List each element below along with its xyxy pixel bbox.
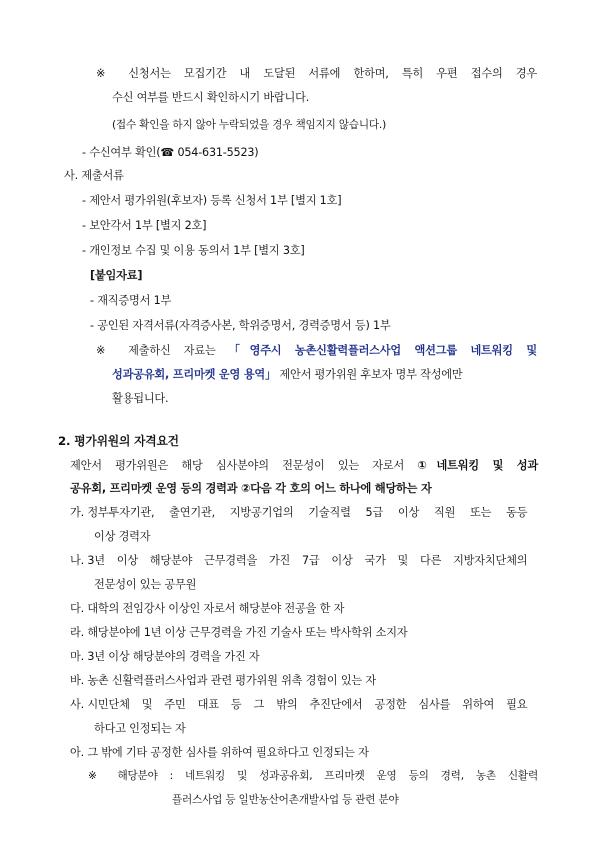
- criteria-item-ma: [70, 649, 260, 664]
- item-label: 나.: [70, 554, 84, 567]
- intro-bold-1: ①네트워킹 및 성과: [417, 459, 538, 472]
- criteria-item-ba: [70, 673, 376, 688]
- note-prefix: ※ 제출하신 자료는: [96, 344, 229, 357]
- item-label: 아.: [70, 746, 84, 759]
- item-text: 농촌 신활력플러스사업과 관련 평가위원 위촉 경험이 있는 자: [87, 674, 377, 687]
- notice-line-3: (접수 확인을 하지 않아 누락되었을 경우 책임지지 않습니다.): [112, 119, 387, 131]
- criteria-item-na: [70, 553, 527, 568]
- section-title: 2. 평가위원의 자격요건: [58, 434, 179, 448]
- intro-line-2: 공유회, 프리마켓 운영 등의 경력과 ②다음 각 호의 어느 하나에 해당하는 자: [70, 482, 432, 495]
- item-label: 라.: [70, 626, 84, 639]
- item-label: 사.: [70, 698, 84, 711]
- footnote-line-1: ※ 해당분야 : 네트워킹 및 성과공유회, 프리마켓 운영 등의 경력, 농촌 신활력: [88, 770, 538, 782]
- item-text: 해당분야에 1년 이상 근무경력을 가진 기술사 또는 박사학위 소지자: [87, 626, 408, 639]
- document-item-2: - 보안각서 1부 [별지 2호]: [82, 219, 207, 232]
- attachment-item-2: - 공인된 자격서류(자격증사본, 학위증명서, 경력증명서 등) 1부: [90, 319, 391, 332]
- item-label: 마.: [70, 650, 84, 663]
- notice-line-1: ※ 신청서는 모집기간 내 도달된 서류에 한하며, 특히 우편 접수의 경우: [96, 67, 537, 80]
- criteria-item-sa-cont: 하다고 인정되는 자: [94, 722, 186, 735]
- note-highlight-2: 성과공유회, 프리마켓 운영 용역」: [112, 368, 277, 381]
- item-text: 대학의 전임강사 이상인 자로서 해당분야 전공을 한 자: [87, 602, 345, 615]
- criteria-item-na-cont: 전문성이 있는 공무원: [94, 578, 197, 591]
- intro-line-1: [70, 458, 538, 473]
- document-item-1: - 제안서 평가위원(후보자) 등록 신청서 1부 [별지 1호]: [82, 194, 342, 207]
- contact-line: - 수신여부 확인(☎ 054-631-5523): [82, 146, 259, 159]
- item-text: 3년 이상 해당분야의 경력을 가진 자: [87, 650, 260, 663]
- documents-heading: 사. 제출서류: [64, 169, 124, 182]
- attachments-title: [붙임자료]: [90, 269, 143, 282]
- criteria-item-da: [70, 601, 344, 616]
- item-text: 시민단체 및 주민 대표 등 그 밖의 추진단에서 공정한 심사를 위하여 필요: [87, 698, 528, 711]
- criteria-item-a: [70, 745, 369, 760]
- item-label: 바.: [70, 674, 84, 687]
- document-item-3: - 개인정보 수집 및 이용 동의서 1부 [별지 3호]: [82, 244, 305, 257]
- item-label: 다.: [70, 602, 84, 615]
- item-text: 그 밖에 기타 공정한 심사를 위하여 필요하다고 인정되는 자: [87, 746, 369, 759]
- item-label: 가.: [70, 506, 84, 519]
- attachment-item-1: - 재직증명서 1부: [90, 294, 172, 307]
- item-text: 정부투자기관, 출연기관, 지방공기업의 기술직렬 5급 이상 직원 또는 동등: [87, 506, 528, 519]
- note-highlight-1: 「영주시 농촌신활력플러스사업 액션그룹 네트워킹 및: [228, 344, 538, 357]
- documents-note-line-2: [112, 367, 463, 382]
- criteria-item-sa: [70, 697, 527, 712]
- criteria-item-ga-cont: 이상 경력자: [94, 530, 151, 543]
- documents-note-line-3: 활용됩니다.: [112, 392, 169, 405]
- criteria-item-ga: [70, 505, 527, 520]
- documents-note-line-1: [96, 343, 537, 358]
- intro-plain: 제안서 평가위원은 해당 심사분야의 전문성이 있는 자로서: [70, 459, 418, 472]
- criteria-item-ra: [70, 625, 408, 640]
- footnote-line-2: 플러스사업 등 일반농산어촌개발사업 등 관련 분야: [172, 794, 399, 806]
- notice-line-2: 수신 여부를 반드시 확인하시기 바랍니다.: [112, 91, 310, 104]
- item-text: 3년 이상 해당분야 근무경력을 가진 7급 이상 국가 및 다른 지방자치단체의: [87, 554, 528, 567]
- note-suffix: 제안서 평가위원 후보자 명부 작성에만: [276, 368, 463, 381]
